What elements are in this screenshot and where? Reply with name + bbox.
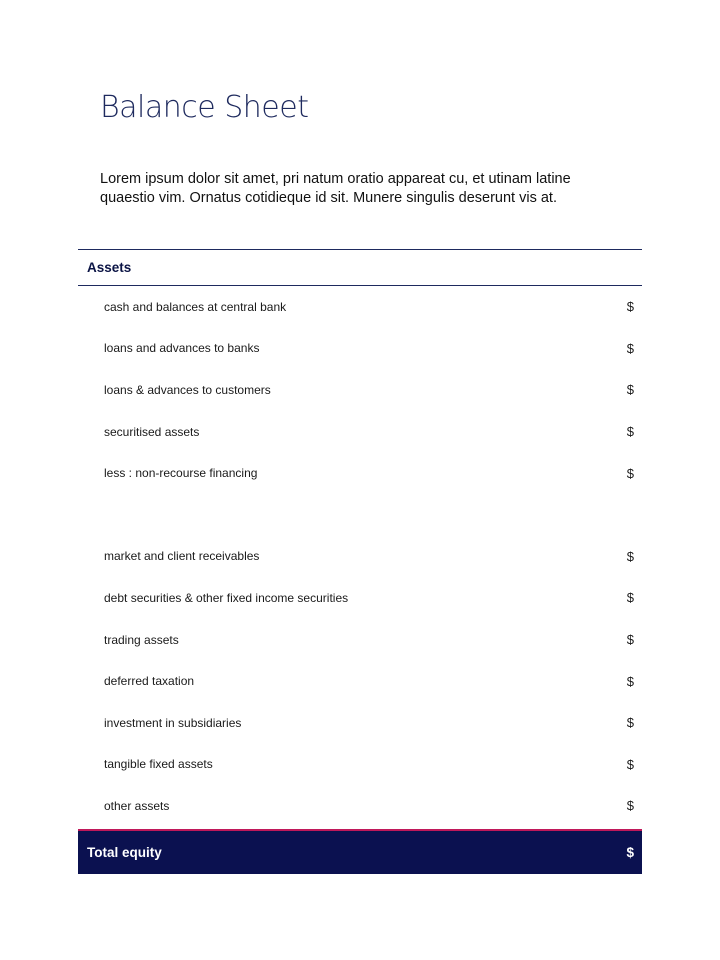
- row-value: $: [626, 798, 634, 814]
- row-label: other assets: [104, 798, 170, 813]
- row-value: $: [626, 548, 634, 564]
- page-title: Balance Sheet: [100, 90, 309, 125]
- total-equity-row: [78, 829, 642, 874]
- row-label: loans & advances to customers: [104, 382, 271, 397]
- row-value: $: [626, 424, 634, 440]
- total-label: Total equity: [87, 844, 162, 860]
- table-row: [78, 536, 642, 578]
- table-row: [78, 411, 642, 453]
- row-value: $: [626, 673, 634, 689]
- balance-sheet-table: [78, 249, 642, 874]
- row-spacer: [78, 494, 642, 536]
- assets-header-label: Assets: [87, 260, 132, 275]
- row-label: deferred taxation: [104, 674, 195, 689]
- row-value: $: [626, 632, 634, 648]
- table-row: [78, 369, 642, 411]
- table-row: [78, 286, 642, 328]
- table-row: [78, 660, 642, 702]
- row-value: $: [626, 756, 634, 772]
- intro-paragraph: Lorem ipsum dolor sit amet, pri natum oratio appareat cu, et utinam latine quaestio vim. Ornatus cotidieque id sit. Munere singulis deserunt vis at.: [100, 171, 571, 206]
- row-label: trading assets: [104, 632, 179, 647]
- total-value: $: [626, 844, 634, 860]
- table-row: [78, 577, 642, 619]
- row-value: $: [626, 590, 634, 606]
- row-label: market and client receivables: [104, 549, 260, 564]
- row-label: tangible fixed assets: [104, 757, 213, 772]
- row-label: investment in subsidiaries: [104, 715, 242, 730]
- assets-section-header: [78, 249, 642, 286]
- row-value: $: [626, 340, 634, 356]
- row-label: loans and advances to banks: [104, 341, 260, 356]
- table-row: [78, 328, 642, 370]
- row-label: cash and balances at central bank: [104, 299, 287, 314]
- table-row: [78, 619, 642, 661]
- row-value: $: [626, 715, 634, 731]
- row-label: debt securities & other fixed income securities: [104, 590, 349, 605]
- row-value: $: [626, 382, 634, 398]
- table-row: [78, 702, 642, 744]
- row-value: $: [626, 465, 634, 481]
- row-value: $: [626, 299, 634, 315]
- row-label: less : non-recourse financing: [104, 466, 258, 481]
- row-label: securitised assets: [104, 424, 200, 439]
- table-row: [78, 744, 642, 786]
- table-row: [78, 452, 642, 494]
- table-row: [78, 785, 642, 827]
